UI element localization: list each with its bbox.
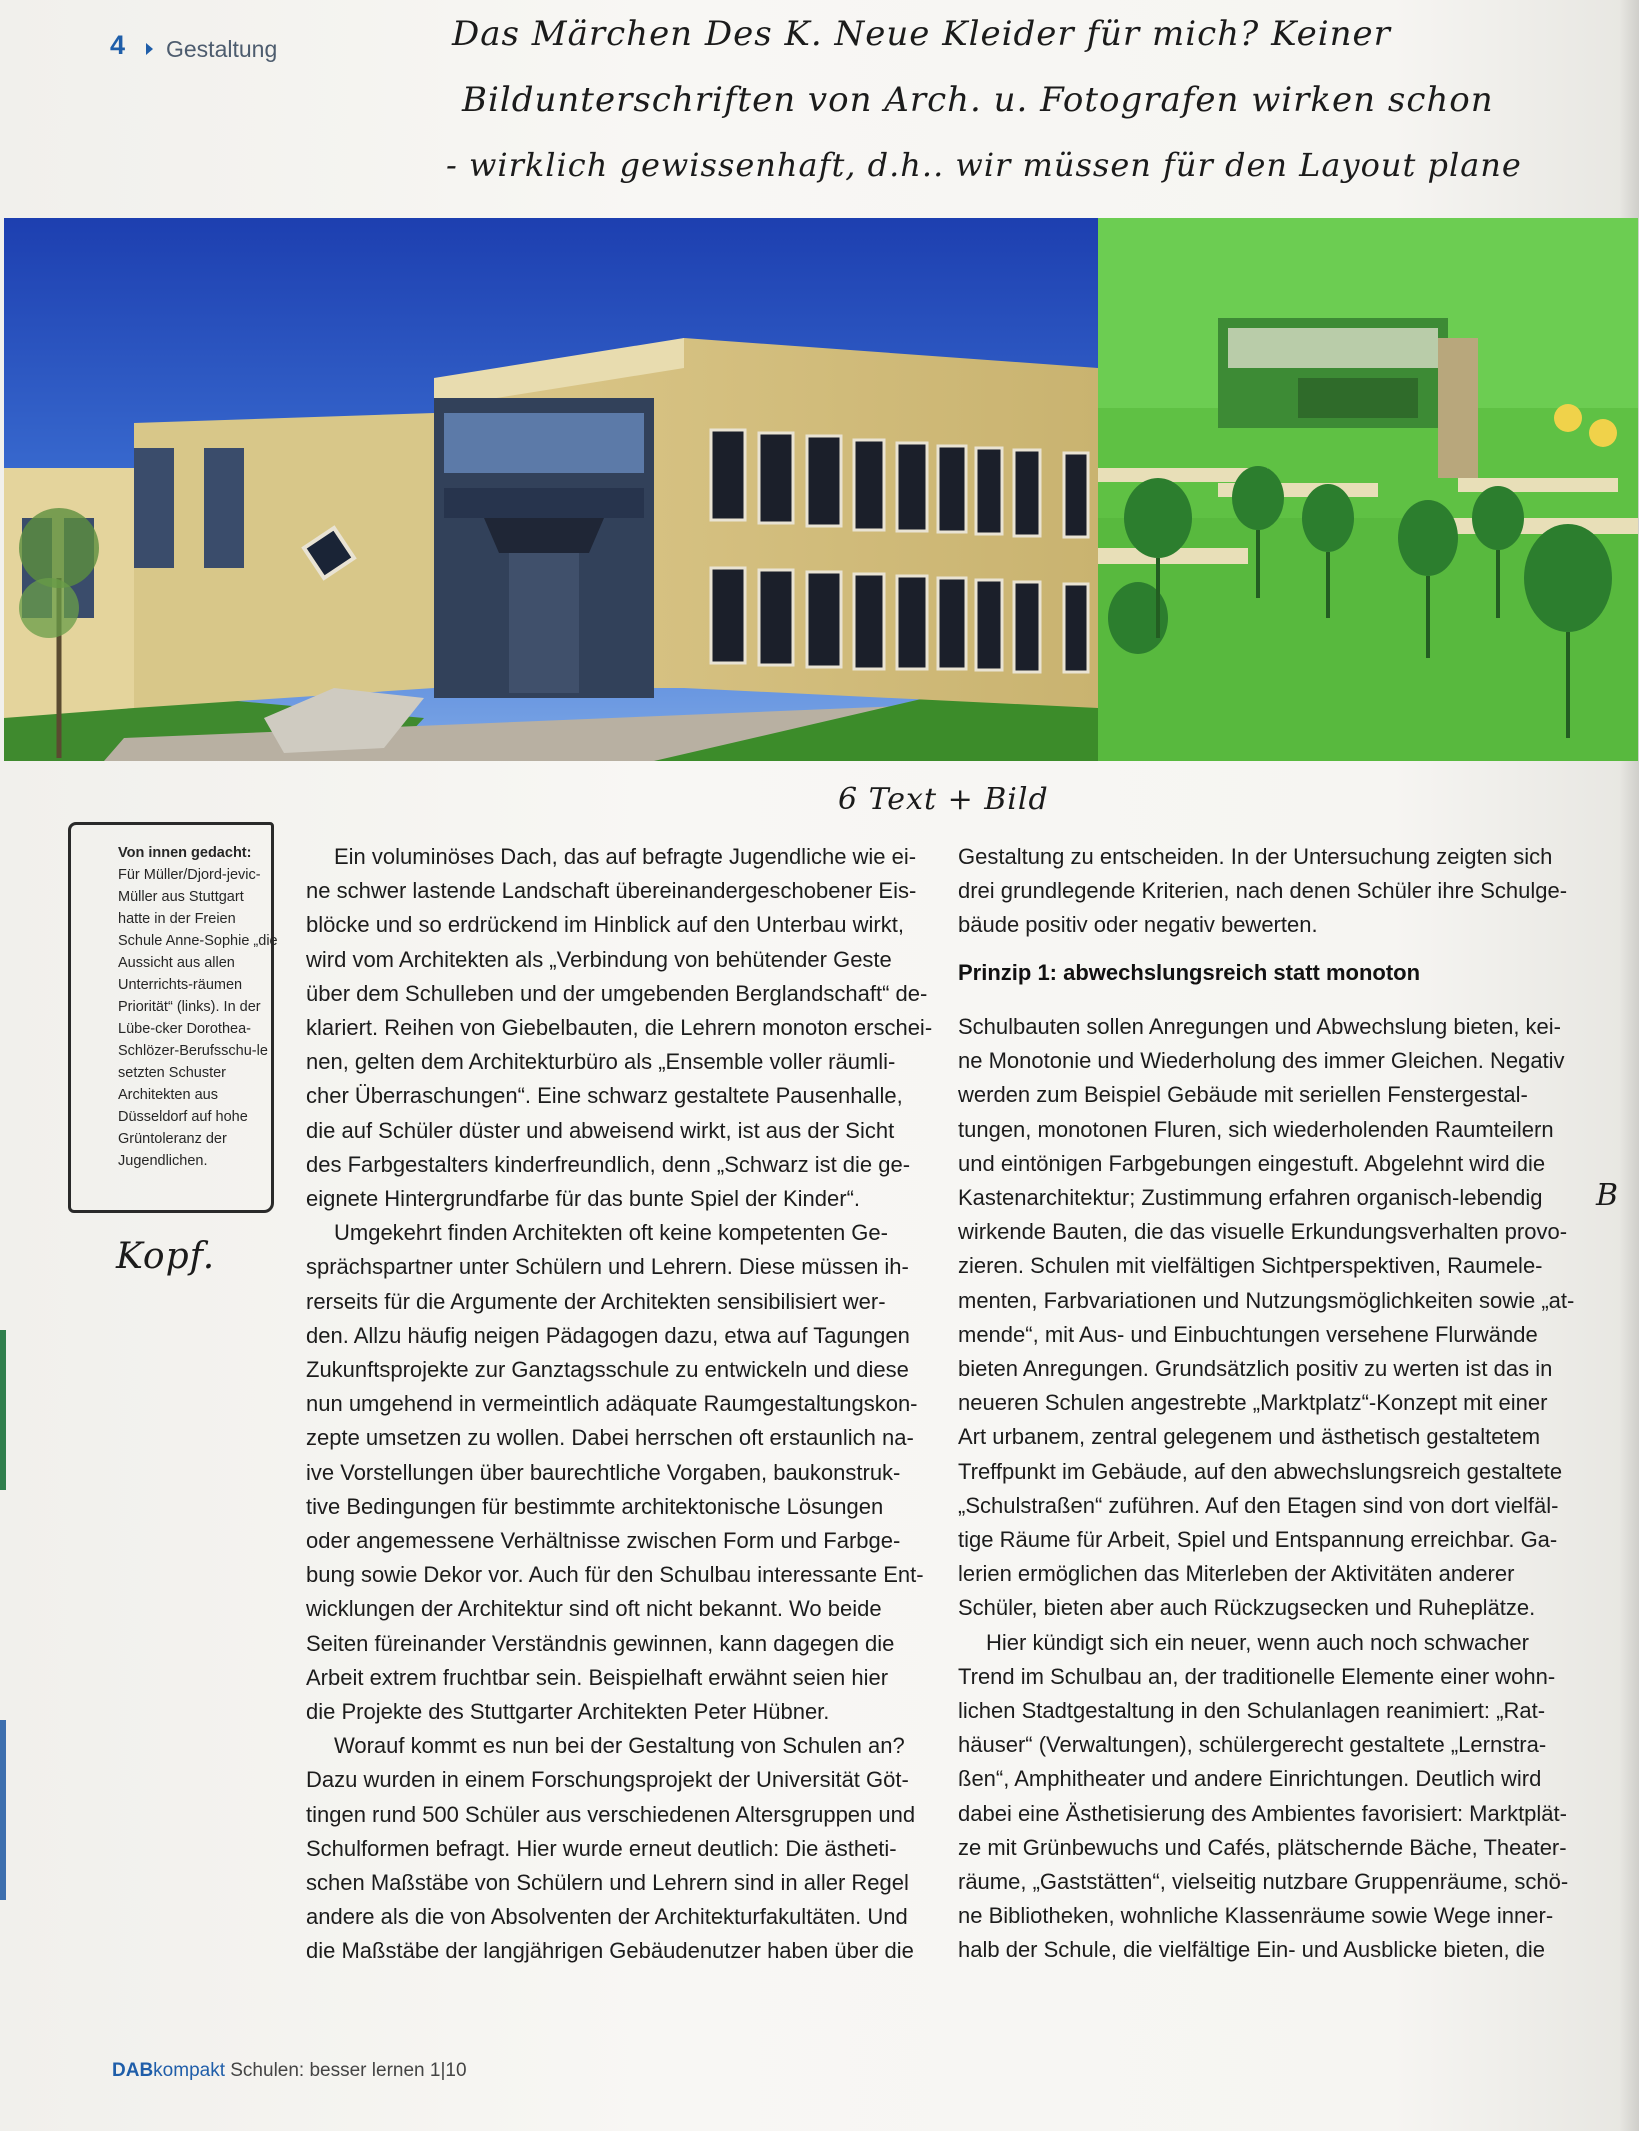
text-line: neueren Schulen angestrebte „Marktplatz“-Konzept mit einer bbox=[958, 1390, 1548, 1416]
text-line: bieten Anregungen. Grundsätzlich positiv zu werten ist das in bbox=[958, 1356, 1553, 1381]
text-line: „Schulstraßen“ zuführen. Auf den Etagen sind von dort vielfäl- bbox=[958, 1492, 1559, 1518]
text-line: Ein voluminöses Dach, das auf befragte Jugendliche wie ei- bbox=[334, 844, 917, 869]
text-line: bung sowie Dekor vor. Auch für den Schulbau interessante Ent- bbox=[306, 1562, 924, 1588]
text-line: rerseits für die Argumente der Architekten sensibilisiert wer- bbox=[306, 1288, 886, 1314]
text-line: blöcke und so erdrückend im Hinblick auf den Unterbau wirkt, bbox=[306, 912, 904, 938]
text-line: Schulbauten sollen Anregungen und Abwechslung bieten, kei- bbox=[958, 1014, 1562, 1039]
arrow-right-icon bbox=[146, 43, 153, 55]
text-line: wirkende Bauten, die das visuelle Erkundungsverhalten provo- bbox=[958, 1219, 1568, 1245]
text-line: tive Bedingungen für bestimmte architektonische Lösungen bbox=[306, 1493, 884, 1519]
caption-text: Für Müller/Djord-jevic-Müller aus Stuttgart hatte in der Freien Schule Anne-Sophie „die Aussicht aus allen Unterrichts-räumen Priorität“ (links). In der Lübe-cker Dorothea-Schlözer-Berufsschu-le setzten Schuster Architekten aus Düsseldorf auf hohe Grüntoleranz der Jugendlichen. bbox=[118, 867, 278, 1169]
text-line: eignete Hintergrundfarbe für das bunte Spiel der Kinder“. bbox=[306, 1186, 861, 1211]
text-line: den. Allzu häufig neigen Pädagogen dazu, etwa auf Tagungen bbox=[306, 1322, 910, 1348]
photo-school-building bbox=[4, 218, 1098, 761]
text-line: Schulformen befragt. Hier wurde erneut deutlich: Die ästheti- bbox=[306, 1835, 897, 1861]
text-line: zepte umsetzen zu wollen. Dabei herrschen oft erstaunlich na- bbox=[306, 1425, 914, 1451]
text-line: ßen“, Amphitheater und andere Einrichtungen. Deutlich wird bbox=[958, 1766, 1542, 1792]
text-line: ne Bibliotheken, wohnliche Klassenräume sowie Wege inner- bbox=[958, 1903, 1554, 1929]
text-line: werden zum Beispiel Gebäude mit seriellen Fenstergestal- bbox=[958, 1082, 1528, 1108]
subheading-prinzip-1: Prinzip 1: abwechslungsreich statt monoton bbox=[958, 960, 1421, 985]
text-line: räume, „Gaststätten“, vielseitig nutzbare Gruppenräume, schö- bbox=[958, 1869, 1569, 1894]
text-line: cher Überraschungen“. Eine schwarz gestaltete Pausenhalle, bbox=[306, 1083, 903, 1109]
text-line: Hier kündigt sich ein neuer, wenn auch noch schwacher bbox=[986, 1629, 1529, 1655]
text-line: die Maßstäbe der langjährigen Gebäudenutzer haben über die bbox=[306, 1938, 914, 1964]
text-line: Dazu wurden in einem Forschungsprojekt der Universität Göt- bbox=[306, 1767, 909, 1793]
text-line: klariert. Reihen von Giebelbauten, die Lehrern monoton erschei- bbox=[306, 1015, 933, 1040]
text-line: tungen, monotonen Fluren, sich wiederholenden Raumteilern bbox=[958, 1116, 1554, 1142]
text-line: des Farbgestalters kinderfreundlich, denn „Schwarz ist die ge- bbox=[306, 1151, 911, 1177]
text-line: dabei eine Ästhetisierung des Ambientes favorisiert: Marktplät- bbox=[958, 1800, 1567, 1826]
text-line: ne schwer lastende Landschaft übereinandergeschobener Eis- bbox=[306, 878, 917, 904]
text-line: tige Räume für Arbeit, Spiel und Entspannung erreichbar. Ga- bbox=[958, 1527, 1558, 1552]
page-number: 4 bbox=[110, 30, 126, 60]
text-line: andere als die von Absolventen der Architekturfakultäten. Und bbox=[306, 1904, 908, 1930]
text-line: ive Vorstellungen über baurechtliche Vorgaben, baukonstruk- bbox=[306, 1459, 901, 1485]
handwritten-note-line2: Bildunterschriften von Arch. u. Fotografen wirken schon bbox=[462, 80, 1494, 120]
photo-green-interior bbox=[1098, 218, 1638, 761]
text-line: mende“, mit Aus- und Einbuchtungen versehene Flurwände bbox=[958, 1321, 1538, 1347]
footer-brand-kompakt: kompakt bbox=[153, 2060, 225, 2081]
text-line: Schüler, bieten aber auch Rückzugsecken und Ruheplätze. bbox=[958, 1595, 1536, 1621]
text-line: schen Maßstäbe von Schülern und Lehrern sind in aller Regel bbox=[306, 1870, 909, 1895]
text-line: tingen rund 500 Schüler aus verschiedenen Altersgruppen und bbox=[306, 1801, 916, 1827]
handwritten-note-margin-b: B bbox=[1596, 1178, 1620, 1213]
text-line: wird vom Architekten als „Verbindung von behütender Geste bbox=[306, 946, 892, 972]
text-line: Arbeit extrem fruchtbar sein. Beispielhaft erwähnt seien hier bbox=[306, 1664, 889, 1690]
text-line: ze mit Grünbewuchs und Cafés, plätschernde Bäche, Theater- bbox=[958, 1834, 1567, 1860]
handwritten-note-line3: - wirklich gewissenhaft, d.h.. wir müssen für den Layout plane bbox=[446, 146, 1522, 184]
text-line: bäude positiv oder negativ bewerten. bbox=[958, 912, 1318, 938]
text-line: Treffpunkt im Gebäude, auf den abwechslungsreich gestaltete bbox=[958, 1458, 1563, 1484]
text-line: drei grundlegende Kriterien, nach denen Schüler ihre Schulge- bbox=[958, 878, 1568, 904]
text-line: Seiten füreinander Verständnis gewinnen, kann dagegen die bbox=[306, 1630, 895, 1656]
handwritten-note-text-bild: 6 Text + Bild bbox=[838, 782, 1049, 817]
footer-brand-dab: DAB bbox=[112, 2060, 154, 2081]
text-line: die Projekte des Stuttgarter Architekten Peter Hübner. bbox=[306, 1699, 830, 1724]
text-line: Worauf kommt es nun bei der Gestaltung von Schulen an? bbox=[334, 1733, 905, 1759]
text-line: Trend im Schulbau an, der traditionelle Elemente einer wohn- bbox=[958, 1663, 1556, 1689]
text-line: Zukunftsprojekte zur Ganztagsschule zu entwickeln und diese bbox=[306, 1357, 909, 1382]
text-line: häuser“ (Verwaltungen), schülergerecht gestaltete „Lernstra- bbox=[958, 1732, 1547, 1758]
text-line: über dem Schulleben und der umgebenden Berglandschaft“ de- bbox=[306, 980, 928, 1006]
text-line: Art urbanem, zentral gelegenem und ästhetisch gestaltetem bbox=[958, 1424, 1541, 1450]
text-line: nen, gelten dem Architekturbüro als „Ensemble voller räumli- bbox=[306, 1049, 896, 1075]
text-line: halb der Schule, die vielfältige Ein- und Ausblicke bieten, die bbox=[958, 1937, 1546, 1963]
text-line: nun umgehend in vermeintlich adäquate Raumgestaltungskon- bbox=[306, 1391, 918, 1417]
text-line: Kastenarchitektur; Zustimmung erfahren organisch-lebendig bbox=[958, 1185, 1543, 1210]
handwritten-note-line1: Das Märchen Des K. Neue Kleider für mich? Keiner bbox=[452, 14, 1391, 54]
text-line: die auf Schüler düster und abweisend wirkt, ist aus der Sicht bbox=[306, 1117, 895, 1143]
text-line: wicklungen der Architektur sind oft nicht bekannt. Wo beide bbox=[306, 1596, 882, 1622]
text-line: menten, Farbvariationen und Nutzungsmöglichkeiten sowie „at- bbox=[958, 1287, 1575, 1313]
photo-caption bbox=[118, 842, 278, 1172]
text-line: Gestaltung zu entscheiden. In der Untersuchung zeigten sich bbox=[958, 844, 1553, 869]
text-line: Umgekehrt finden Architekten oft keine kompetenten Ge- bbox=[334, 1220, 888, 1246]
text-line: lerien ermöglichen das Miterleben der Aktivitäten anderer bbox=[958, 1561, 1515, 1587]
text-line: oder angemessene Verhältnisse zwischen Form und Farbge- bbox=[306, 1528, 901, 1553]
text-line: ne Monotonie und Wiederholung des immer Gleichen. Negativ bbox=[958, 1048, 1565, 1074]
text-line: lichen Stadtgestaltung in den Schulanlagen reanimiert: „Rat- bbox=[958, 1698, 1546, 1723]
handwritten-note-kopf: Kopf. bbox=[116, 1236, 216, 1277]
text-line: zieren. Schulen mit vielfältigen Sichtperspektiven, Raumele- bbox=[958, 1253, 1543, 1279]
section-title: Gestaltung bbox=[166, 36, 278, 62]
page-footer bbox=[112, 2060, 467, 2082]
footer-issue: Schulen: besser lernen 1|10 bbox=[224, 2060, 467, 2081]
left-edge-strip-green bbox=[0, 1330, 6, 1490]
text-line: sprächspartner unter Schülern und Lehrern. Diese müssen ih- bbox=[306, 1254, 909, 1280]
left-edge-strip-blue bbox=[0, 1720, 6, 1900]
caption-title: Von innen gedacht: bbox=[118, 845, 252, 861]
text-line: und eintönigen Farbgebungen eingestuft. Abgelehnt wird die bbox=[958, 1150, 1546, 1176]
